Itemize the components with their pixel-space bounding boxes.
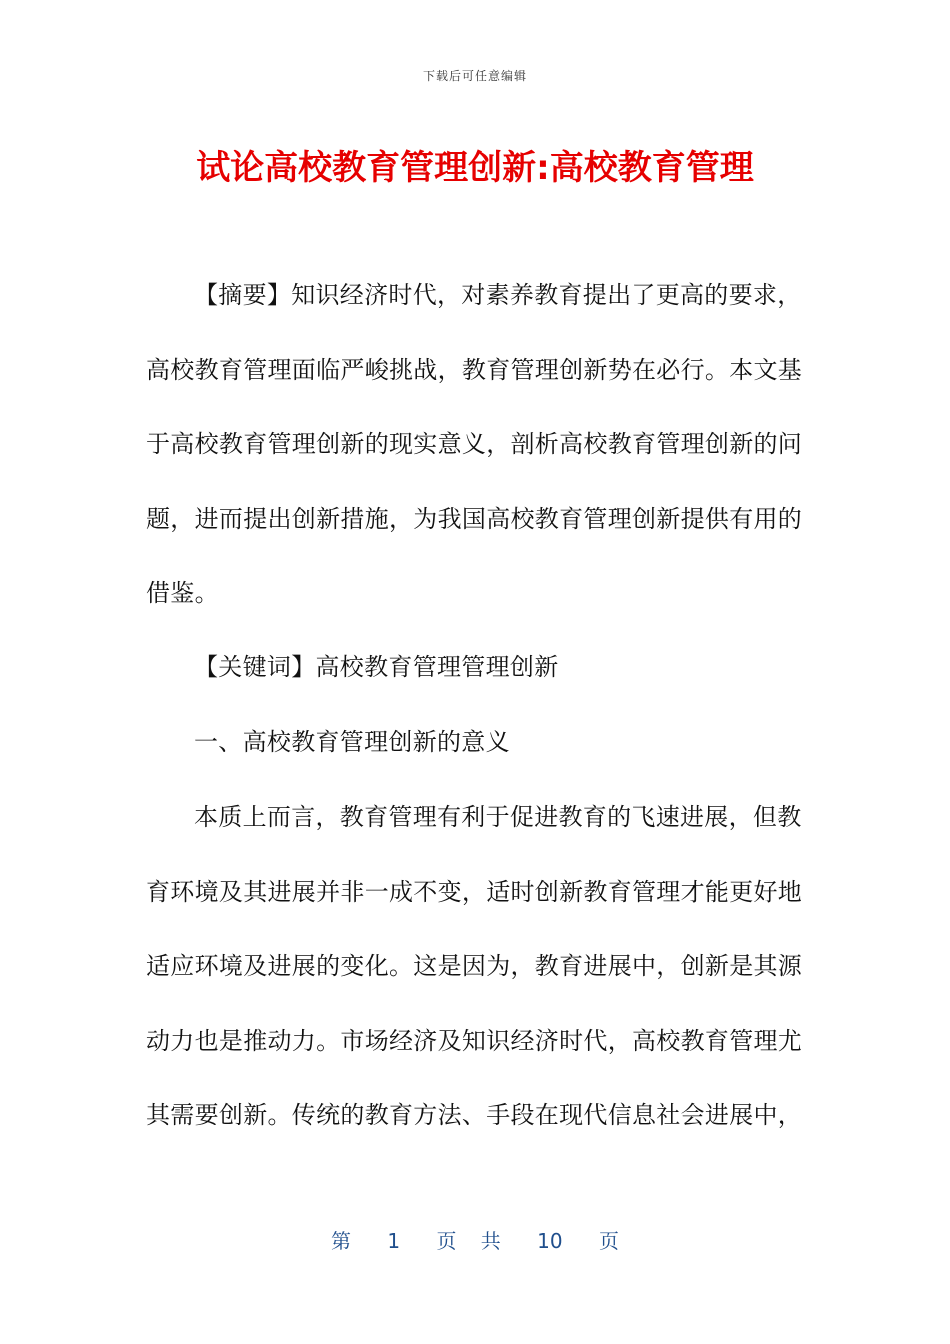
abstract-line: 于高校教育管理创新的现实意义，剖析高校教育管理创新的问	[146, 430, 803, 458]
abstract-line: 【摘要】知识经济时代，对素养教育提出了更高的要求，	[194, 281, 802, 309]
footer-prefix: 第	[331, 1229, 351, 1253]
document-title: 试论高校教育管理创新:高校教育管理	[196, 148, 754, 188]
abstract-line: 借鉴。	[146, 579, 219, 607]
section-line: 本质上而言，教育管理有利于促进教育的飞速进展，但教	[194, 803, 802, 831]
footer-page-number: 1	[387, 1229, 401, 1253]
footer-middle: 页 共	[436, 1229, 501, 1253]
section-heading-text: 一、高校教育管理创新的意义	[194, 728, 510, 756]
section-line: 育环境及其进展并非一成不变，适时创新教育管理才能更好地	[146, 877, 803, 906]
abstract-line: 高校教育管理面临严峻挑战，教育管理创新势在必行。本文基	[146, 355, 803, 384]
keywords-line: 【关键词】高校教育管理管理创新	[194, 653, 559, 681]
section-line: 动力也是推动力。市场经济及知识经济时代，高校教育管理尤	[146, 1026, 803, 1055]
section-line: 其需要创新。传统的教育方法、手段在现代信息社会进展中，	[146, 1101, 803, 1129]
keywords-paragraph	[146, 630, 791, 705]
section-heading	[146, 705, 791, 780]
header-note: 下载后可任意编辑	[422, 69, 527, 83]
footer-total-pages: 10	[537, 1229, 563, 1253]
footer-suffix: 页	[598, 1229, 619, 1253]
abstract-line: 题，进而提出创新措施，为我国高校教育管理创新提供有用的	[146, 504, 803, 533]
abstract-paragraph	[146, 258, 803, 631]
section-paragraph	[146, 780, 803, 1153]
section-line: 适应环境及进展的变化。这是因为，教育进展中，创新是其源	[146, 952, 803, 980]
page-footer	[0, 1225, 950, 1254]
